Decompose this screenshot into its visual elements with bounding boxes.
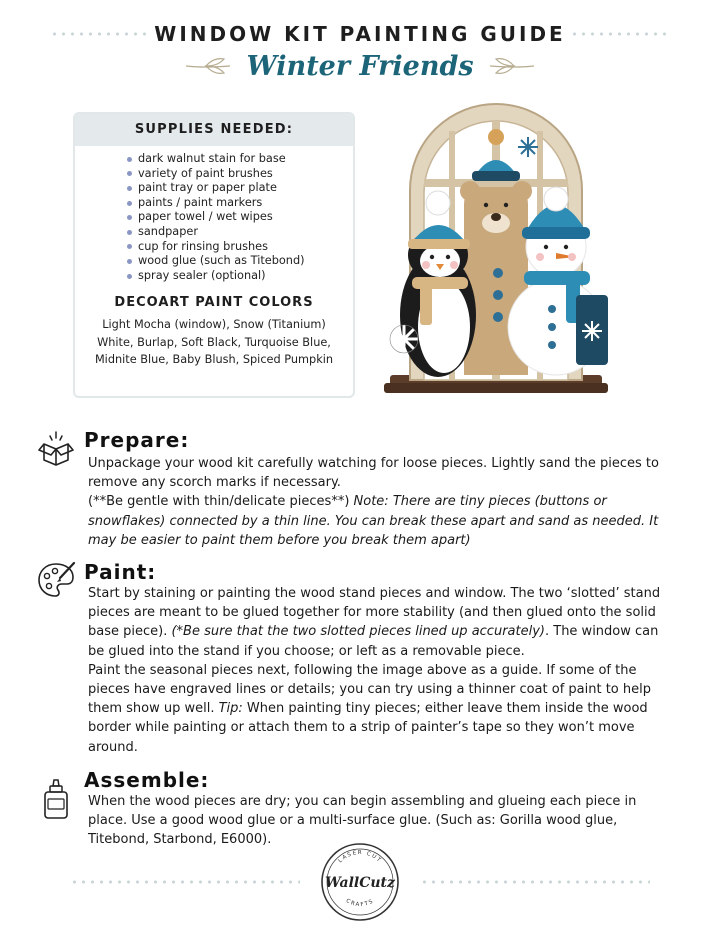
page-title: WINDOW KIT PAINTING GUIDE xyxy=(154,22,566,46)
prepare-paragraph-1: Unpackage your wood kit carefully watching for loose pieces. Lightly sand the pieces to remove any scorch marks if necessary. xyxy=(88,456,659,491)
paint-tip-label: Tip: xyxy=(218,701,243,717)
wallcutz-logo xyxy=(318,840,402,924)
bullet-icon xyxy=(127,230,132,235)
supplies-list xyxy=(75,146,353,283)
paint-section xyxy=(36,560,686,760)
bottom-divider-left xyxy=(70,880,300,884)
logo-bottom-text: CRAFTS xyxy=(344,898,376,909)
list-item xyxy=(127,181,353,196)
bullet-icon xyxy=(127,244,132,249)
list-item xyxy=(127,152,353,167)
list-item-label: paints / paint markers xyxy=(138,195,263,209)
list-item xyxy=(127,240,353,255)
paint-text-d: When painting tiny pieces; either leave them inside the wood border while painting or attach them to a strip of painter’s tape so they won’t move around. xyxy=(88,701,648,755)
prepare-paragraph-2 xyxy=(88,492,678,550)
logo-name: WallCutz xyxy=(325,875,395,891)
glue-bottle-icon xyxy=(36,768,76,830)
leaf-ornament-right-icon xyxy=(488,56,536,76)
list-item-label: cup for rinsing brushes xyxy=(138,239,269,253)
paint-paragraph-1 xyxy=(88,584,678,661)
supplies-heading: SUPPLIES NEEDED: xyxy=(75,114,353,146)
bullet-icon xyxy=(127,201,132,206)
subtitle-row xyxy=(0,48,720,84)
bottom-divider-right xyxy=(420,880,650,884)
list-item-label: variety of paint brushes xyxy=(138,166,273,180)
paint-colors-heading: DECOART PAINT COLORS xyxy=(114,295,314,311)
paint-heading: Paint: xyxy=(84,560,157,584)
list-item xyxy=(127,167,353,182)
prepare-note-plain: (**Be gentle with thin/delicate pieces**) xyxy=(88,494,354,510)
assemble-section xyxy=(36,768,686,848)
list-item xyxy=(127,210,353,225)
list-item-label: dark walnut stain for base xyxy=(138,152,286,165)
palette-brush-icon xyxy=(36,560,76,600)
assemble-text: When the wood pieces are dry; you can begin assembling and glueing each piece in place. Use a good wood glue or a multi-surface glue. (Such as: Gorilla wood glue, Titebond, Starbond, E6000). xyxy=(88,794,637,848)
list-item-label: paint tray or paper plate xyxy=(138,181,277,195)
bullet-icon xyxy=(127,274,132,279)
list-item xyxy=(127,196,353,211)
prepare-text xyxy=(88,454,678,550)
prepare-section xyxy=(36,428,686,553)
paint-text xyxy=(88,584,678,757)
paint-text-b: . The window can be glued into the stand if you choose; or left as a removable piece. xyxy=(88,624,659,659)
list-item xyxy=(127,254,353,269)
open-box-icon xyxy=(36,428,76,468)
list-item xyxy=(127,225,353,240)
bullet-icon xyxy=(127,171,132,176)
paint-colors-text: Light Mocha (window), Snow (Titanium) White, Burlap, Soft Black, Turquoise Blue, Midnite Blue, Baby Blush, Spiced Pumpkin xyxy=(94,318,334,367)
list-item-label: paper towel / wet wipes xyxy=(138,210,273,224)
paint-paragraph-2 xyxy=(88,661,678,757)
subtitle: Winter Friends xyxy=(246,50,474,82)
supplies-box xyxy=(73,112,355,398)
prepare-heading: Prepare: xyxy=(84,428,190,452)
bullet-icon xyxy=(127,259,132,264)
paint-text-c: Paint the seasonal pieces next, following the image above as a guide. If some of the pieces have engraved lines or details; you can try using a thinner coat of paint to help them show up well. xyxy=(88,662,651,717)
bullet-icon xyxy=(127,157,132,162)
list-item-label: sandpaper xyxy=(138,224,198,238)
list-item-label: wood glue (such as Titebond) xyxy=(138,254,305,268)
winter-friends-kit-image xyxy=(380,95,620,405)
logo-top-text: LASER CUT xyxy=(337,849,383,865)
prepare-note-italic: Note: There are tiny pieces (buttons or snowflakes) connected by a thin line. You can break these apart and sand as needed. It may be easier to paint them before you break them apart) xyxy=(88,494,659,548)
paint-text-a: Start by staining or painting the wood stand pieces and window. The two ‘slotted’ stand pieces are meant to be glued together for more stability (and then glued onto the solid base piece). xyxy=(88,586,661,640)
bullet-icon xyxy=(127,186,132,191)
leaf-ornament-left-icon xyxy=(184,56,232,76)
list-item-label: spray sealer (optional) xyxy=(138,268,266,282)
assemble-heading: Assemble: xyxy=(84,768,210,792)
list-item xyxy=(127,269,353,284)
bullet-icon xyxy=(127,215,132,220)
paint-text-italic: (*Be sure that the two slotted pieces lined up accurately) xyxy=(171,624,545,640)
